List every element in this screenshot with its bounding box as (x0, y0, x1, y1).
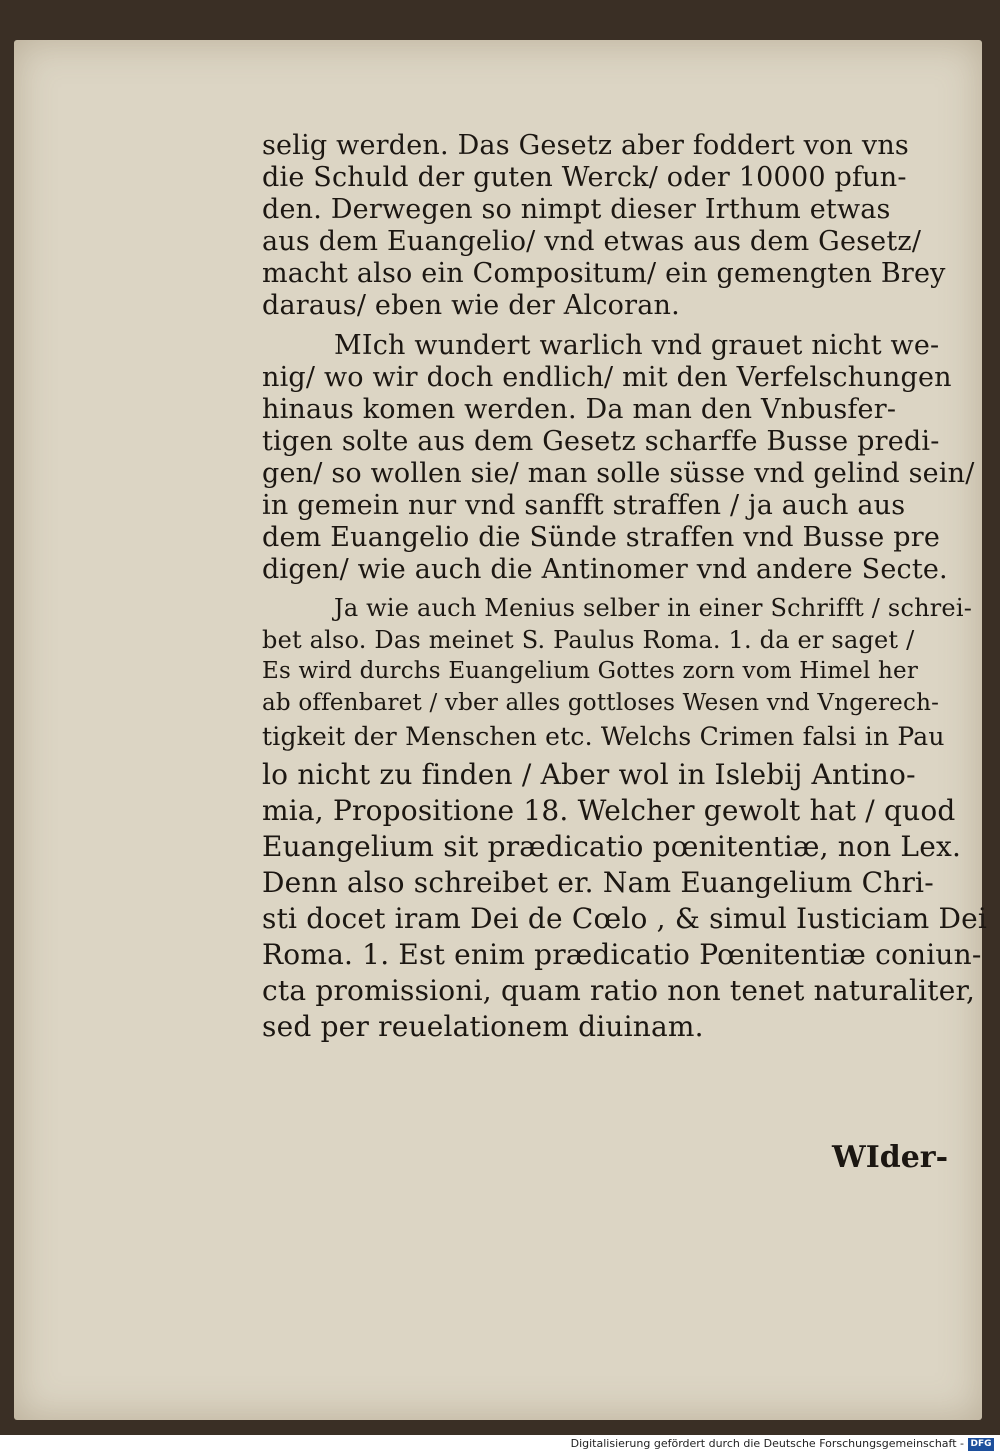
text-line: MIch wundert warlich vnd grauet nicht we- (334, 330, 940, 361)
text-line: Es wird durchs Euangelium Gottes zorn vom Himel her (262, 658, 919, 684)
text-line: mia, Propositione 18. Welcher gewolt hat / quod (262, 794, 956, 827)
text-line: Roma. 1. Est enim prædicatio Pœnitentiæ coniun- (262, 938, 982, 971)
text-line: Denn also schreibet er. Nam Euangelium Chri- (262, 866, 934, 899)
catchword: WIder- (832, 1140, 949, 1175)
dfg-logo: DFG (968, 1438, 994, 1451)
text-line: tigkeit der Menschen etc. Welchs Crimen falsi in Pau (262, 722, 945, 751)
text-line: sti docet iram Dei de Cœlo , & simul Iusticiam Dei (262, 902, 988, 935)
text-line: den. Derwegen so nimpt dieser Irthum etwas (262, 194, 891, 225)
text-line: tigen solte aus dem Gesetz scharffe Busse predi- (262, 426, 940, 457)
book-page (14, 40, 988, 1420)
text-line: daraus/ eben wie der Alcoran. (262, 290, 680, 321)
text-line: bet also. Das meinet S. Paulus Roma. 1. da er saget / (262, 626, 915, 654)
text-line: die Schuld der guten Werck/ oder 10000 pfun- (262, 162, 907, 193)
text-line: sed per reuelationem diuinam. (262, 1010, 704, 1043)
text-line: lo nicht zu finden / Aber wol in Islebij Antino- (262, 758, 916, 791)
digitization-footer (0, 1435, 1000, 1455)
text-line: Euangelium sit prædicatio pœnitentiæ, non Lex. (262, 830, 962, 863)
text-line: selig werden. Das Gesetz aber foddert von vns (262, 130, 909, 161)
text-line: digen/ wie auch die Antinomer vnd andere Secte. (262, 554, 948, 585)
text-line: hinaus komen werden. Da man den Vnbusfer- (262, 394, 897, 425)
text-line: in gemein nur vnd sanfft straffen / ja auch aus (262, 490, 906, 521)
text-line: cta promissioni, quam ratio non tenet naturaliter, (262, 974, 976, 1007)
text-line: macht also ein Compositum/ ein gemengten Brey (262, 258, 946, 289)
text-line: aus dem Euangelio/ vnd etwas aus dem Gesetz/ (262, 226, 922, 257)
text-line: nig/ wo wir doch endlich/ mit den Verfelschungen (262, 362, 952, 393)
text-line: dem Euangelio die Sünde straffen vnd Busse pre (262, 522, 941, 553)
text-line: ab offenbaret / vber alles gottloses Wesen vnd Vngerech- (262, 690, 940, 716)
text-line: gen/ so wollen sie/ man solle süsse vnd gelind sein/ (262, 458, 975, 489)
text-line: Ja wie auch Menius selber in einer Schrifft / schrei- (334, 594, 972, 622)
footer-credit: Digitalisierung gefördert durch die Deutsche Forschungsgemeinschaft - (570, 1437, 964, 1450)
